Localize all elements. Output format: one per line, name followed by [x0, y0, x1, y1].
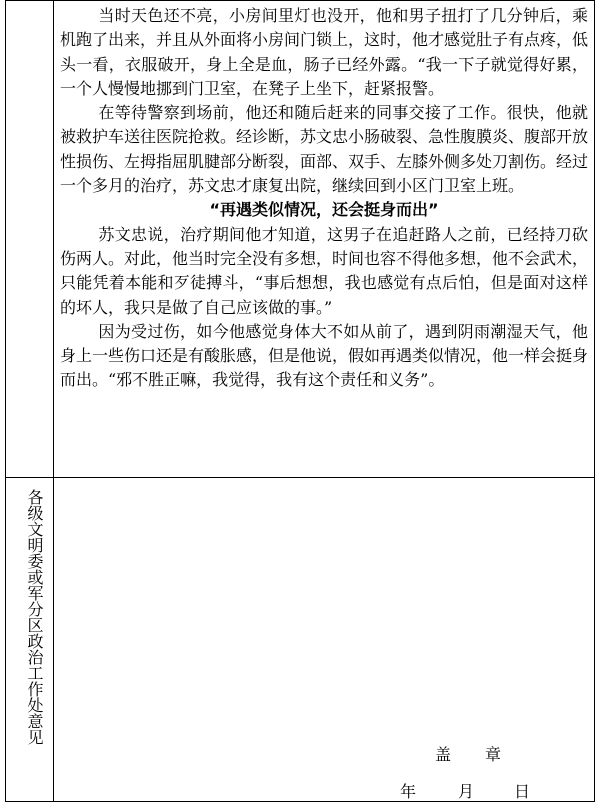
article-paragraph: 因为受过伤，如今他感觉身体大不如从前了，遇到阴雨潮湿天气，他身上一些伤口还是有酸胀感，但是他说，假如再遇类似情况，他一样会挺身而出。“邪不胜正嘛，我觉得，我有这个责任和义务”。	[60, 321, 589, 390]
article-content	[60, 4, 588, 393]
row-divider	[5, 477, 595, 478]
seal-char: 盖	[435, 745, 452, 764]
seal-line	[435, 742, 501, 765]
article-paragraph: 在等待警察到场前，他还和随后赶来的同事交接了工作。很快，他就被救护车送往医院抢救。经诊断，苏文忠小肠破裂、急性腹膜炎、腹部开放性损伤、左拇指屈肌腱部分断裂，面部、双手、左膝外侧多处刀割伤。经过一个多月的治疗，苏文忠才康复出院，继续回到小区门卫室上班。	[60, 103, 589, 196]
article-subheading: “再遇类似情况，还会挺身而出”	[209, 200, 439, 220]
article-paragraph: 苏文忠说，治疗期间他才知道，这男子在追赶路人之前，已经持刀砍伤两人。对此，他当时完全没有多想，时间也容不得他多想，他不会武术，只能凭着本能和歹徒搏斗，“事后想想，我也感觉有点后怕，但是面对这样的坏人，我只是做了自己应该做的事。”	[60, 224, 589, 317]
date-month: 月	[458, 782, 475, 801]
date-day: 日	[514, 782, 531, 801]
article-paragraph: 当时天色还不亮，小房间里灯也没开，他和男子扭打了几分钟后，乘机跑了出来，并且从外面将小房间门锁上，这时，他才感觉肚子有点疼，低头一看，衣服破开，身上全是血，肠子已经外露。“我一下子就觉得好累，一个人慢慢地挪到门卫室，在凳子上坐下，赶紧报警。	[60, 6, 589, 98]
column-divider	[53, 0, 54, 802]
seal-char: 章	[485, 745, 502, 764]
date-year: 年	[400, 782, 417, 801]
opinion-label: 各级文明委或军分区政治工作处意见	[25, 489, 44, 745]
